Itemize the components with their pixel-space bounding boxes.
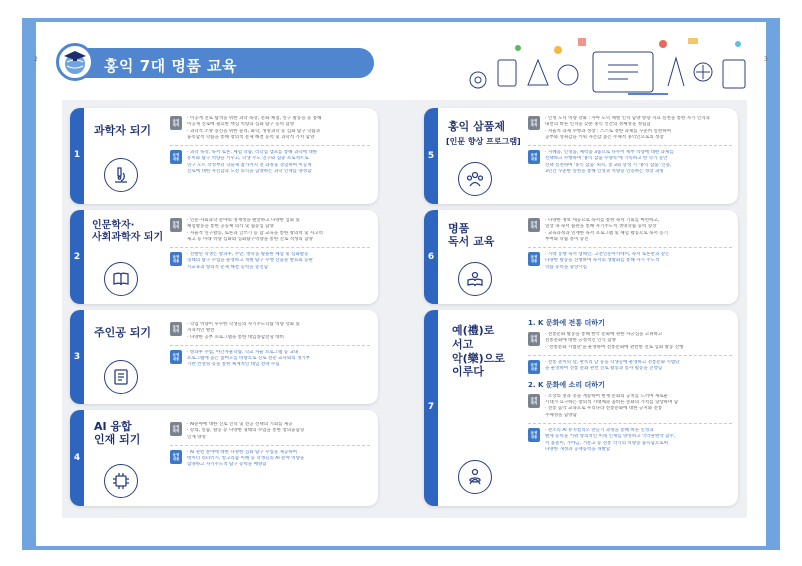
card-ai-talent (70, 410, 378, 506)
card-details: 운영 목적 · 다양한 정보 세공으로 독서를 통한 독서 기회를 마련하고, 일상 속 독서 습관을 통해 자기주도적 생명학습 능력 향상 · 교육과정과 연계한 독서 프로그램 및 체험 활동으로 독서 동기 부여와 학습 흥미 증진 운영 내용 · 시대 동행 독서 캠페인, 고전인문아카데미, 독서 토론반과 같은 다양한 활동을 진행하며 독서의 생활화를 통해 자기 주도적 학습 능력을 향상시킴 (528, 218, 732, 275)
card-title: 예(禮)로 서고 악(樂)으로 이루다 (452, 324, 505, 379)
card-number: 4 (73, 453, 81, 463)
card-number-strip (424, 310, 438, 506)
content-badge: 운영 내용 (170, 252, 182, 266)
people-icon (458, 162, 492, 196)
card-title: 홍익 삼품제 (448, 120, 505, 133)
card-details: 운영 목적 · 학업 역량이 우수한 학생들의 자기주도학습 역량 강화 및 지속적인 발전 · 다양한 공부 프로그램을 통한 대입종합전형 대비 운영 내용 · 방과후 수업, 야간자율학습, 학교 자율 프로그램 등 교내 프로그램에 높은 참여도를 바탕으로 진로 전문 교사와의 생기부 기반 컨설팅 등을 통한 체계적인 대입 전략 수립 (170, 322, 370, 373)
card-number: 5 (427, 151, 435, 161)
card-details: 운영 목적 · 인성 도덕 역량 강화 : 자아 도덕 체벌 인격 함양 방향 지표 실천을 통한 자기 인격과 내면의 바른 인격을 갖춘 홍익 인간의 정체성을 정립함 · 자율적 과제 수행과 성장 : 스스로 정한 과제를 꾸준히 실천하며 공부와 성취감을 키워 자존감 높은 주체적 홍익인으로의 성장 운영 내용 · 지혜품, 인성품, 체력품 3품으로 나누어 세부 역량에 대한 과제를 선택하고 수행하며 '홍익 삼품 수양록'에 기록하고 한 학기 동안 선택 실천하며 '홍익 삼품' 획득, 총 3회 달성 시 '홍익 삼품' 인증, 3년간 꾸준한 실천을 통해 인성과 역량을 인증하는 성장 과정 (528, 116, 732, 179)
card-title: 주인공 되기 (94, 326, 151, 339)
purpose-badge: 운영 목적 (170, 116, 182, 130)
book-icon (104, 262, 138, 296)
card-title: 명품 독서 교육 (448, 222, 495, 249)
page-number-left: 2 (34, 56, 38, 63)
section-heading: 2. K 문화에 소리 더하기 (528, 380, 605, 389)
content-badge: 운영 내용 (528, 252, 540, 266)
card-number: 3 (73, 352, 81, 362)
card-number-strip (424, 210, 438, 304)
card-number-strip (70, 210, 84, 304)
education-illustration (458, 30, 758, 100)
card-ritual-music (424, 310, 738, 506)
card-title: AI 융합 인재 되기 (94, 420, 141, 447)
card-humanities (70, 210, 378, 304)
card-subtitle: [인문 향상 프로그램] (446, 137, 521, 146)
content-badge: 운영 내용 (170, 450, 182, 464)
content-badge: 운영 내용 (528, 150, 540, 164)
card-number: 2 (73, 252, 81, 262)
musician-icon (458, 460, 492, 494)
purpose-badge: 운영 목적 (528, 218, 540, 232)
content-badge: 운영 내용 (170, 150, 182, 164)
content-badge: 운영 내용 (170, 350, 182, 364)
reading-icon (458, 262, 492, 296)
purpose-badge: 운영 목적 (528, 332, 540, 346)
card-details: 운영 목적 · 이공계 진로 탐색을 위한 과학 독강, 문화 체험, 연구 활동을 등 통해 이공계 진로에 필요한 핵심 역량과 심화 탐구 능력 함양 · 과학적 소양 증진을 위한 물리, 화학, 생명과학 등 심화 탐구 학습과 융복합적 학습을 통해 창의적 문제 해결 능력 및 과학적 가치 함양 운영 내용 · 과학 독강, 독서 토론, 체험 학습, 리더십 캠프를 통해 과학에 대한 흥미와 탐구 역량을 키우고, 학생 주도 연구와 집중 프로젝트로 연구 노트 작성부터 학술제 참가까지 전 과정을 경험하며 이공계 진로에 대한 자신감과 도전 의식을 함양하는 과학 인재를 양성함 (170, 116, 370, 179)
page-number-right: 3 (764, 56, 768, 63)
card-scientist (70, 108, 378, 204)
card-details: 운영 목적 · AI분야에 대한 진로 진학 및 전공 선택의 기회를 제공 · 강의, 실습, 활동 등 다양한 형태의 수업을 통한 창의융합형 인재 양성 운영 내용 · AI 관련 분야에 대한 다양한 심화 탐구 수업을 제공하여 데이터 리터러시, 알고리즘 이해 등 학생들의 AI 분야 역량을 함양하고 자기주도적 탐구 능력을 배양함 (170, 422, 370, 473)
card-number: 7 (427, 402, 435, 412)
page-title: 홍익 7대 명품 교육 (104, 57, 238, 75)
card-details: 운영 목적 · 인문·사회과학 분야의 영재성을 발굴하고 다양한 심화 및 체험활동을 통한 공동체 의식 및 협동심 함양 · 자율적 연구활동, 토론과 글쓰기 등 합 교육을 통한 창의력 및 사고력 제고 등 미래 역량 심화와 심화탐구역량을 통한 진로 적성의 함양 운영 내용 · 선발된 학생은 방과후, 주말, 방학을 활용한 체험 및 심화활동 형태의 탐구 수업을 운영하고 개별 탐구 수행 산출물 발표회 등판 시교육과 창의적 문제 해결 능력을 증진함 (170, 218, 370, 275)
card-three-virtues (424, 108, 738, 204)
ai-chip-icon (104, 464, 138, 498)
card-details: 1. K 문화에 전통 더하기 운영 목적 · 전통문화 활동을 통해 한국 문화에 관한 자긍심을 고취하고 전통문화에 대한 긍정적인 인식 함양 · '전통문화 시범단'을 운영하여 전통문화에 관련한 진로 심화 활동 진행 운영 내용 · 전통 놀이의 날, 판록리 날 등을 학생들에 운영하고 전통문화 시범단 을 운영하여 전통 문화 관련 진로 활동과 봉사 활동을 진행함 2. K 문화에 소리 더하기 운영 목적 · 조상의 멋과 흥을 계승하여 현재 문화의 공치를 느끼며 새로운 시대가 요구하는 창의적 시대체과 품바른 문화의 가치를 향상하며 함 · 전통 음악 교육으로 우리나라 전통문화에 대한 긍지와 전통 주체성을 함양함 운영 내용 · 관소리 AI 뮤지컬리오 만들기 과정을 통해 바른 인성과 발제 능력을 키워 창의적인 미래 인재를 양성하고 국악관현악 합주, 서 불놀이, 가야금, 거문고 등 전통 악기의 역량을 습득함으로써 다양한 개성과 공재능력을 개발함 (528, 316, 732, 457)
content-badge: 운영 내용 (528, 428, 540, 442)
purpose-badge: 운영 목적 (170, 322, 182, 336)
card-number: 1 (73, 150, 81, 160)
purpose-badge: 운영 목적 (528, 394, 540, 408)
content-badge: 운영 내용 (528, 360, 540, 374)
card-number-strip (70, 108, 84, 204)
card-title: 인문학자· 사회과학자 되기 (92, 220, 164, 243)
purpose-badge: 운영 목적 (170, 422, 182, 436)
card-number: 6 (427, 252, 435, 262)
card-reading (424, 210, 738, 304)
card-title: 과학자 되기 (94, 124, 151, 137)
purpose-badge: 운영 목적 (528, 116, 540, 130)
graduate-globe-logo-icon (56, 43, 94, 81)
card-number-strip (70, 410, 84, 506)
section-heading: 1. K 문화에 전통 더하기 (528, 319, 605, 327)
card-number-strip (70, 310, 84, 404)
card-protagonist (70, 310, 378, 404)
notebook-icon (104, 360, 138, 394)
card-number-strip (424, 108, 438, 204)
microscope-icon (104, 158, 138, 192)
purpose-badge: 운영 목적 (170, 218, 182, 232)
